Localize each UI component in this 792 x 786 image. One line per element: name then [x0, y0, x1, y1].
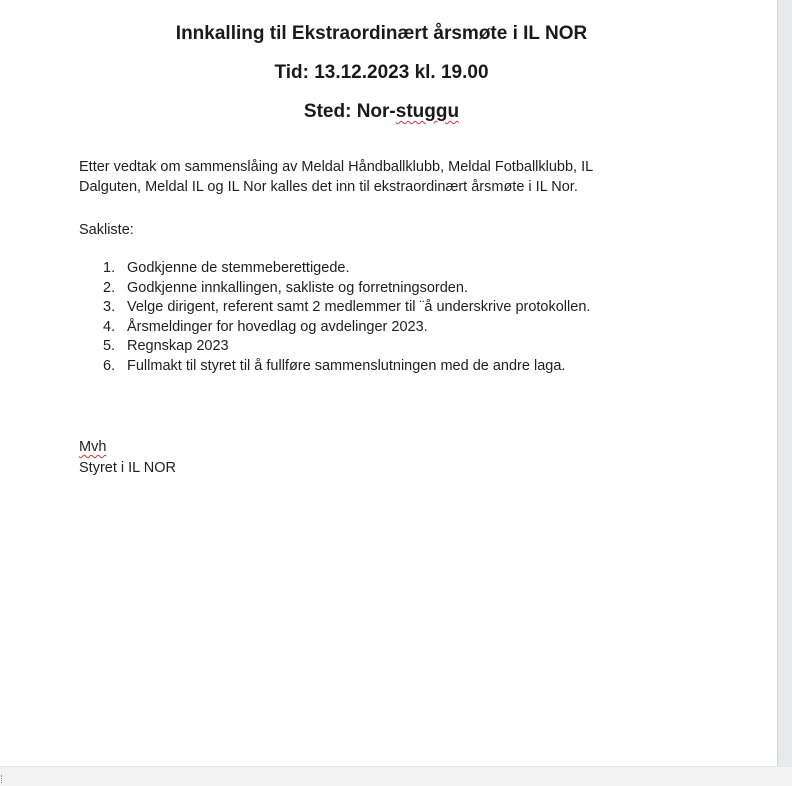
agenda-item-number: 5. [103, 338, 116, 355]
intro-paragraph: Etter vedtak om sammenslåing av Meldal Håndballklubb, Meldal Fotballklubb, IL Dalguten, Meldal IL og IL Nor kalles det inn til ekstraordinært årsmøte i IL Nor. [79, 159, 593, 195]
agenda-item [79, 298, 699, 318]
agenda-item-text: Godkjenne innkallingen, sakliste og forretningsorden. [127, 279, 468, 296]
agenda-item-text: Regnskap 2023 [127, 338, 229, 355]
agenda-list [79, 259, 699, 377]
agenda-item-text: Godkjenne de stemmeberettigede. [127, 260, 350, 276]
agenda-item-text: Fullmakt til styret til å fullføre sammenslutningen med de andre laga. [127, 357, 566, 374]
agenda-item [79, 337, 699, 357]
agenda-item [79, 259, 699, 279]
agenda-item-number: 3. [103, 299, 116, 316]
agenda-item-text: Velge dirigent, referent samt 2 medlemmer til ¨å underskrive protokollen. [127, 299, 591, 316]
signature: Styret i IL NOR [79, 460, 176, 476]
agenda-item [79, 318, 699, 338]
agenda-item [79, 357, 699, 377]
agenda-label: Sakliste: [79, 222, 134, 238]
meeting-time: Tid: 13.12.2023 kl. 19.00 [274, 62, 489, 83]
agenda-item-number: 2. [103, 279, 116, 296]
meeting-place-name: stuggu [395, 101, 460, 122]
agenda-item-number: 1. [103, 260, 116, 276]
agenda-item [79, 279, 699, 299]
vertical-scrollbar[interactable] [777, 0, 792, 766]
document-title: Innkalling til Ekstraordinært årsmøte i IL NOR [175, 23, 588, 44]
agenda-item-text: Årsmeldinger for hovedlag og avdelinger 2023. [127, 318, 428, 335]
status-bar [0, 766, 792, 786]
closing-greeting-text: Mvh [79, 439, 107, 455]
meeting-place-prefix: Sted: Nor- [303, 101, 396, 122]
closing-greeting [79, 437, 649, 457]
agenda-item-number: 6. [103, 357, 116, 374]
agenda-item-number: 4. [103, 318, 116, 335]
meeting-place [0, 101, 763, 123]
grip-handle-icon[interactable] [1, 775, 4, 783]
